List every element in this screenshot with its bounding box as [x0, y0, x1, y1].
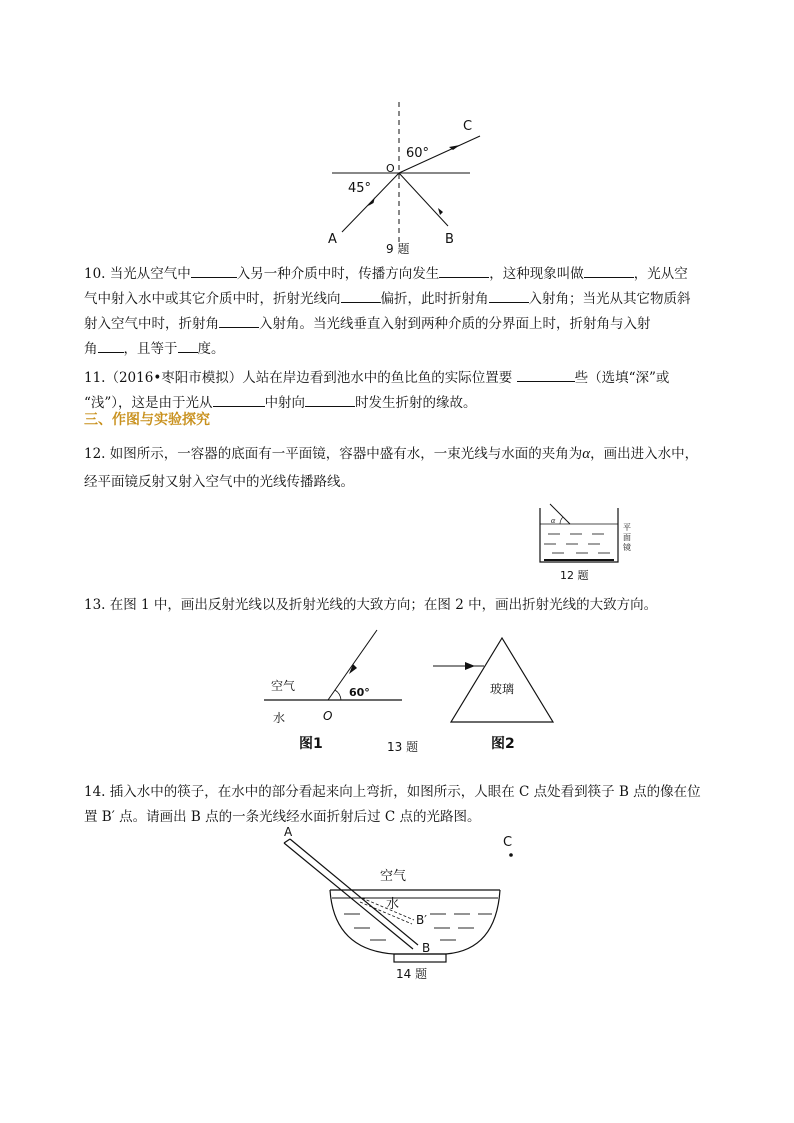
caption-12: 12 题: [560, 569, 589, 582]
figure-14-svg: [270, 825, 530, 984]
fig1-label: 图1: [299, 736, 323, 752]
answer-blank[interactable]: [439, 263, 489, 278]
q10-line-3: [84, 312, 720, 337]
arrow-ob: [438, 208, 443, 215]
q10-text-5: 气中射入水中或其它介质中时，折射光线向: [84, 291, 341, 307]
alpha-label: α: [551, 516, 556, 525]
water-label: 水: [273, 711, 286, 725]
point-o-label: O: [323, 709, 333, 723]
alpha-symbol: α: [582, 446, 591, 462]
q10-text-3: ，这种现象叫做: [489, 266, 584, 282]
q10-line-1: [84, 262, 720, 287]
caption-9: 9 题: [386, 242, 410, 256]
label-b: B: [422, 941, 431, 955]
air-label: 空气: [380, 869, 407, 884]
q11-text-5: 时发生折射的缘故。: [355, 395, 477, 411]
figure-12-svg: [530, 500, 640, 586]
q12-text-1: 12. 如图所示，一容器的底面有一平面镜，容器中盛有水，一束光线与水面的夹角为: [84, 446, 583, 462]
question-10: [84, 262, 720, 362]
q10-text-2: 入另一种介质中时，传播方向发生: [236, 266, 440, 282]
answer-blank[interactable]: [213, 392, 265, 407]
q12-line-1: [84, 440, 720, 468]
question-12: [84, 440, 720, 496]
label-o: O: [386, 162, 395, 175]
section-heading: 三、作图与实验探究: [84, 412, 210, 428]
figure-9-svg: [320, 96, 490, 256]
chopstick-edge: [284, 843, 413, 949]
figure-13-svg: [255, 622, 565, 760]
answer-blank[interactable]: [305, 392, 355, 407]
q11-line-1: [84, 366, 720, 391]
bowl-base: [394, 954, 446, 962]
q11-text-1: 11.（2016•枣阳市模拟）人站在岸边看到池水中的鱼比鱼的实际位置要: [84, 370, 513, 386]
q10-text-11: ，且等于: [123, 341, 178, 357]
chopstick-end: [284, 839, 290, 843]
answer-blank[interactable]: [341, 288, 381, 303]
q12-text-3: 经平面镜反射又射入空气中的光线传播路线。: [84, 474, 354, 490]
q10-text-9: 入射角。当光线垂直入射到两种介质的分界面上时，折射角与入射: [259, 316, 651, 332]
figure-13: [255, 622, 565, 760]
air-label: 空气: [271, 679, 296, 693]
incident-arrow-prism: [465, 662, 475, 670]
q10-line-4: [84, 337, 720, 362]
figure-14: [270, 825, 530, 984]
q11-text-4: 中射向: [264, 395, 306, 411]
ray-ob: [399, 173, 448, 226]
angle-60: 60°: [406, 146, 430, 161]
chopstick-edge: [290, 839, 418, 945]
question-14: [84, 780, 720, 830]
mirror-label-3: 镜: [623, 543, 631, 552]
q11-text-2: 些（选填“深”或: [574, 370, 670, 386]
q11-text-3: “浅”），这是由于光从: [84, 395, 213, 411]
answer-blank[interactable]: [98, 338, 124, 353]
answer-blank[interactable]: [517, 367, 575, 382]
q14-line-2: 置 B′ 点。请画出 B 点的一条光线经水面折射后过 C 点的光路图。: [84, 809, 481, 825]
glass-label: 玻璃: [490, 682, 515, 696]
answer-blank[interactable]: [219, 313, 259, 328]
label-c: C: [503, 835, 513, 850]
mirror-label-1: 平: [623, 523, 631, 532]
q13-text: 13. 在图 1 中，画出反射光线以及折射光线的大致方向；在图 2 中，画出折射光线的大致方向。: [84, 597, 658, 613]
fig2-label: 图2: [491, 736, 515, 752]
q10-text-12: 度。: [197, 341, 225, 357]
bowl-body: [330, 890, 500, 954]
figure-12: [530, 500, 640, 586]
figure-9: [320, 96, 490, 256]
answer-blank[interactable]: [584, 263, 634, 278]
answer-blank[interactable]: [489, 288, 529, 303]
angle-45: 45°: [348, 181, 372, 196]
q14-line-1: 14. 插入水中的筷子，在水中的部分看起来向上弯折，如图所示，人眼在 C 点处看到筷子 B 点的像在位: [84, 784, 701, 800]
angle-60-label: 60°: [349, 686, 370, 699]
q10-text-4: ，光从空: [633, 266, 688, 282]
label-b-prime: B′: [416, 913, 427, 927]
mirror-label-2: 面: [623, 533, 631, 542]
caption-13: 13 题: [387, 740, 419, 754]
label-c: C: [463, 119, 473, 134]
q12-text-2: ，画出进入水中，: [590, 446, 699, 462]
answer-blank[interactable]: [191, 263, 237, 278]
q10-text-6: 偏折，此时折射角: [380, 291, 489, 307]
q10-text-7: 入射角；当光从其它物质斜: [528, 291, 691, 307]
answer-blank[interactable]: [178, 338, 198, 353]
angle-arc: [335, 690, 341, 700]
q10-text-1: 10. 当光从空气中: [84, 266, 191, 282]
caption-14: 14 题: [396, 967, 428, 981]
q12-line-2: [84, 468, 720, 496]
q10-text-8: 射入空气中时，折射角: [84, 316, 219, 332]
q10-text-10: 角: [84, 341, 98, 357]
label-a: A: [328, 232, 337, 247]
label-a: A: [284, 825, 293, 839]
point-c: [509, 853, 513, 857]
glass-prism: [451, 638, 553, 722]
question-13: [84, 593, 720, 618]
angle-arc: [560, 517, 563, 524]
q10-line-2: [84, 287, 720, 312]
water-label: 水: [386, 897, 400, 912]
label-b: B: [445, 232, 454, 247]
